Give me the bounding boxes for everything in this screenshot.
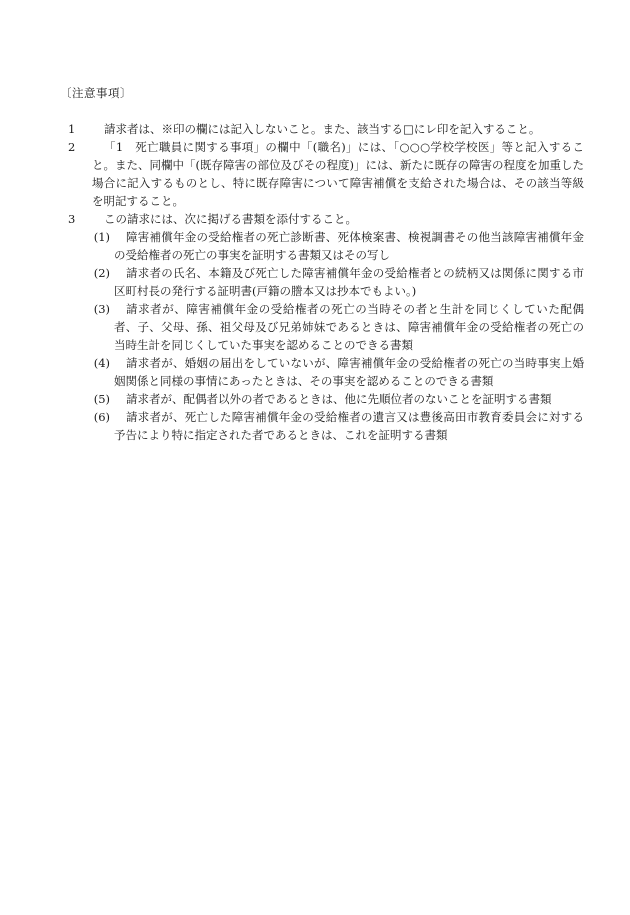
note-number: 2	[68, 140, 76, 154]
attachment-text: 請求者が、死亡した障害補償年金の受給権者の遺言又は豊後高田市教育委員会に対する予告により特に指定された者であるときは、これを証明する書類	[114, 410, 584, 442]
note-item-1	[64, 120, 584, 138]
attachment-item-3	[64, 300, 584, 354]
note-item-2	[64, 138, 584, 210]
attachment-item-6	[64, 408, 584, 444]
attachment-text: 請求者が、障害補償年金の受給権者の死亡の当時その者と生計を同じくしていた配偶者、子、父母、孫、祖父母及び兄弟姉妹であるときは、障害補償年金の受給権者の死亡の当時生計を同じくしていた事実を認めることのできる書類	[114, 302, 584, 352]
attachment-item-4	[64, 354, 584, 390]
attachment-number: (3)	[93, 302, 110, 316]
attachment-number: (6)	[93, 410, 110, 424]
note-number: 3	[68, 212, 76, 226]
attachment-item-2	[64, 264, 584, 300]
attachment-number: (2)	[93, 266, 110, 280]
note-text: この請求には、次に掲げる書類を添付すること。	[104, 212, 357, 226]
note-text: 請求者は、※印の欄には記入しないこと。また、該当する□にレ印を記入すること。	[104, 122, 541, 136]
attachment-number: (5)	[93, 392, 110, 406]
note-number: 1	[68, 122, 76, 136]
attachment-number: (1)	[93, 230, 110, 244]
attachment-item-1	[64, 228, 584, 264]
note-item-3	[64, 210, 584, 228]
attachment-item-5	[64, 390, 584, 408]
attachment-text: 請求者が、配偶者以外の者であるときは、他に先順位者のないことを証明する書類	[126, 392, 552, 406]
attachment-list	[64, 228, 584, 444]
attachment-text: 請求者が、婚姻の届出をしていないが、障害補償年金の受給権者の死亡の当時事実上婚姻関係と同様の事情にあったときは、その事実を認めることのできる書類	[114, 356, 584, 388]
attachment-text: 請求者の氏名、本籍及び死亡した障害補償年金の受給権者との続柄又は関係に関する市区町村長の発行する証明書(戸籍の謄本又は抄本でもよい。)	[114, 266, 584, 298]
attachment-text: 障害補償年金の受給権者の死亡診断書、死体検案書、検視調書その他当該障害補償年金の受給権者の死亡の事実を証明する書類又はその写し	[114, 230, 584, 262]
notes-heading: 〔注意事項〕	[60, 86, 132, 100]
notes-list	[64, 120, 584, 444]
attachment-number: (4)	[93, 356, 110, 370]
note-text: 「1 死亡職員に関する事項」の欄中「(職名)」には、「○○○学校学校医」等と記入すること。また、同欄中「(既存障害の部位及びその程度)」には、新たに既存の障害の程度を加重した場合に記入するものとし、特に既存障害について障害補償を支給された場合は、その該当等級を明記すること。	[92, 140, 584, 208]
